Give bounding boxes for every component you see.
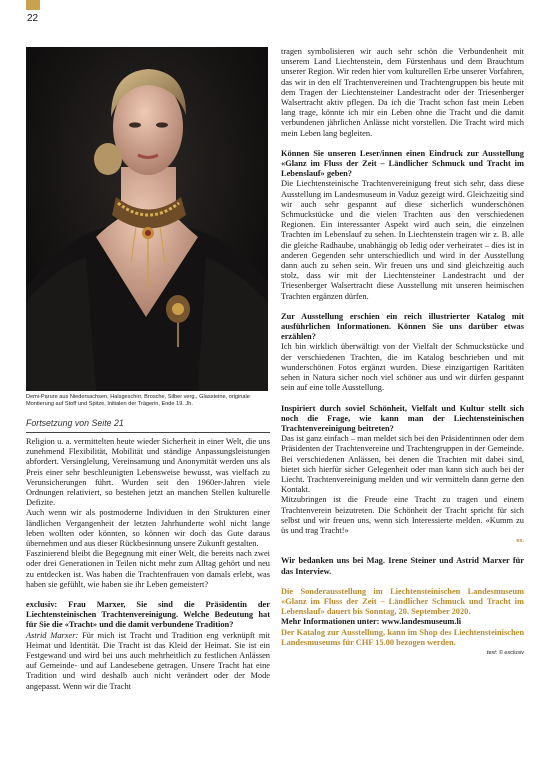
continuation-note: Fortsetzung von Seite 21 bbox=[26, 418, 124, 428]
answer-text: Für mich ist Tracht und Tradition eng verknüpft mit Heimat und Identität. Die Tracht ist das Kleid der Heimat. Sie ist ein Festgewand und wird bei uns auch mehrheitlich zu festlichen Anlässen auf Gemeinde- und auf Landesebene getragen. Unsere Tracht hat eine Tradition und wird deshalb auch nicht verändert oder der Mode angepasst. Wenn wir die Tracht bbox=[26, 630, 270, 691]
right-column bbox=[281, 47, 524, 658]
portrait-photo bbox=[26, 47, 268, 391]
interview-question: exclusiv: Frau Marxer, Sie sind die Präsidentin der Liechtensteinischen Trachtenvereinigung. Welche Bedeutung hat für Sie die «Tracht» und die damit verbundene Tradition? bbox=[26, 600, 270, 630]
paragraph: Faszinierend bleibt die Begegnung mit einer Welt, die bereits nach zwei oder drei Generationen in Teilen nicht mehr zum Alltag gehört und neu zu entdecken ist. Was haben die Trachtenfrauen von damals erlebt, was haben sie gefühlt, wie haben sie ihr Leben gemeistert? bbox=[26, 549, 270, 589]
interview-question: Zur Ausstellung erschien ein reich illustrierter Katalog mit ausführlichen Informationen. Können Sie uns darüber etwas erzählen? bbox=[281, 311, 524, 342]
corner-accent bbox=[26, 0, 40, 10]
speaker-name: Astrid Marxer: bbox=[26, 630, 79, 640]
photo-caption: Demi-Parure aus Niedersachsen, Halsgeschirr, Brosche, Silber verg., Glassteine, originale Montierung auf Stoff und Spitze, Initialen der Trägerin, Ende 19. Jh. bbox=[26, 394, 250, 408]
text-credit: text: © exclusiv bbox=[486, 649, 524, 656]
interview-answer: Die Liechtensteinische Trachtenvereinigung freut sich sehr, dass diese Ausstellung im Landesmuseum in Vaduz gezeigt wird. Gleichzeitig sind wir auch sehr gespannt auf diese sicherlich wunderschönen Schmuckstücke und die vielen Trachten aus den verschiedenen Regionen. Ein interessanter Aspekt wird auch sein, die einzelnen Trachten im Lebenslauf zu sehen. In Liechtenstein tragen wir z. B. alle die gleiche Radhaube, unabhängig ob ledig oder verheiratet – dies ist in anderen Gegenden sehr unterschiedlich und wird in der Ausstellung dann auch zu sehen sein. Wir freuen uns und sind gleichzeitig auch stolz, dass wir mit der Liechtensteiner Landestracht und der Triesenberger Walsertracht diese Ausstellung mit unseren heimischen Trachten ergänzen dürfen. bbox=[281, 179, 524, 301]
answer-continued: tragen symbolisieren wir auch sehr schön die Verbundenheit mit unserem Land Liechtenstein, dem Fürstenhaus und dem Brauchtum unserer Region. Wir reden hier vom kulturellen Erbe unserer Vorfahren, das wir in den elf Trachtenvereinen und Trachtengruppen bis heute mit dem Tragen der Liechtensteiner Landestracht oder der Triesenberger Walsertracht aktiv pflegen. Da ich die Tracht schon fast mein Leben lang trage, könnte ich mir ein Leben ohne die Tracht und die damit verbundenen jährlichen Anlässe nicht vorstellen. Die Tracht wird mich mein Leben lang begleiten. bbox=[281, 47, 524, 138]
paragraph: Religion u. a. vermittelten heute wieder Sicherheit in einer Welt, die uns zunehmend Flexibilität, Mobilität und ständige Anpassungsleistungen abfordert. Versinglelung, Vereinsamung und Anonymität werden uns als Preis einer sehr beschleunigten Lebensweise bewusst, was vielfach zu Verunsicherungen führt. Wurden seit den 1960er-Jahren viele Ordnungen relativiert, so bestehen jetzt an manchen Stellen kulturelle Defizite. bbox=[26, 437, 270, 508]
left-column bbox=[26, 437, 270, 692]
divider bbox=[26, 432, 270, 433]
interview-answer bbox=[26, 631, 270, 692]
interview-answer: Mitzubringen ist die Freude eine Tracht zu tragen und einem Trachtenverein beizutreten. Die Schönheit der Tracht spricht für sich selbst und wir freuen uns, wenn sich Interessierte melden. «Kumm zu üs und trag Tracht!» bbox=[281, 495, 524, 535]
paragraph: Auch wenn wir als postmoderne Individuen in den Strukturen einer ländlichen Vergangenheit der letzten Jahrhunderte wohl nicht lange leben wollten oder könnten, so können wir doch das Gute daraus übernehmen und aus dieser Rückbesinnung unsere Zukunft gestalten. bbox=[26, 508, 270, 549]
interview-question: Inspiriert durch soviel Schönheit, Vielfalt und Kultur stellt sich noch die Frage, wie kann man der Liechtensteinischen Trachtenvereinigung beitreten? bbox=[281, 403, 524, 433]
website-info: Mehr Informationen unter: www.landesmuseum.li bbox=[281, 617, 462, 627]
thanks-note: Wir bedanken uns bei Mag. Irene Steiner und Astrid Marxer für das Interview. bbox=[281, 556, 524, 576]
interview-answer: Ich bin wirklich überwältigt von der Vielfalt der Schmuckstücke und der verschiedenen Trachten, die im Katalog beschrieben und mit wunderschönen Fotos ergänzt wurden. Diese einzigartigen Raritäten sehen in Natura sicher noch viel schöner aus und wir dürfen gespannt sein auf eine tolle Ausstellung. bbox=[281, 342, 524, 393]
catalog-info: Der Katalog zur Ausstellung, kann im Shop des Liechtensteinischen Landesmuseums für CHF 15.00 bezogen werden. bbox=[281, 627, 524, 647]
exhibition-info: Die Sonderausstellung im Liechtensteinischen Landesmuseum «Glanz im Fluss der Zeit – Ländlicher Schmuck und Tracht im Lebenslauf» dauert bis Sonntag, 20. September 2020. bbox=[281, 586, 524, 617]
interview-answer: Das ist ganz einfach – man meldet sich bei den Präsidentinnen oder dem Präsidenten der Trachtenvereine und Trachtengruppen in der Gemeinde. Bei verschiedenen Anlässen, bei denen die Trachten mit dabei sind, bietet sich hierfür sicher Gelegenheit oder man kann sich auch bei der Liecht. Trachtenvereinigung melden und wir vermitteln dann gerne den Kontakt. bbox=[281, 434, 524, 495]
interview-question: Können Sie unseren Leser/innen einen Eindruck zur Ausstellung «Glanz im Fluss der Zeit – Ländlicher Schmuck und Tracht im Lebenslauf» geben? bbox=[281, 148, 524, 179]
page-number: 22 bbox=[27, 13, 39, 24]
author-signature: ex. bbox=[516, 538, 524, 545]
